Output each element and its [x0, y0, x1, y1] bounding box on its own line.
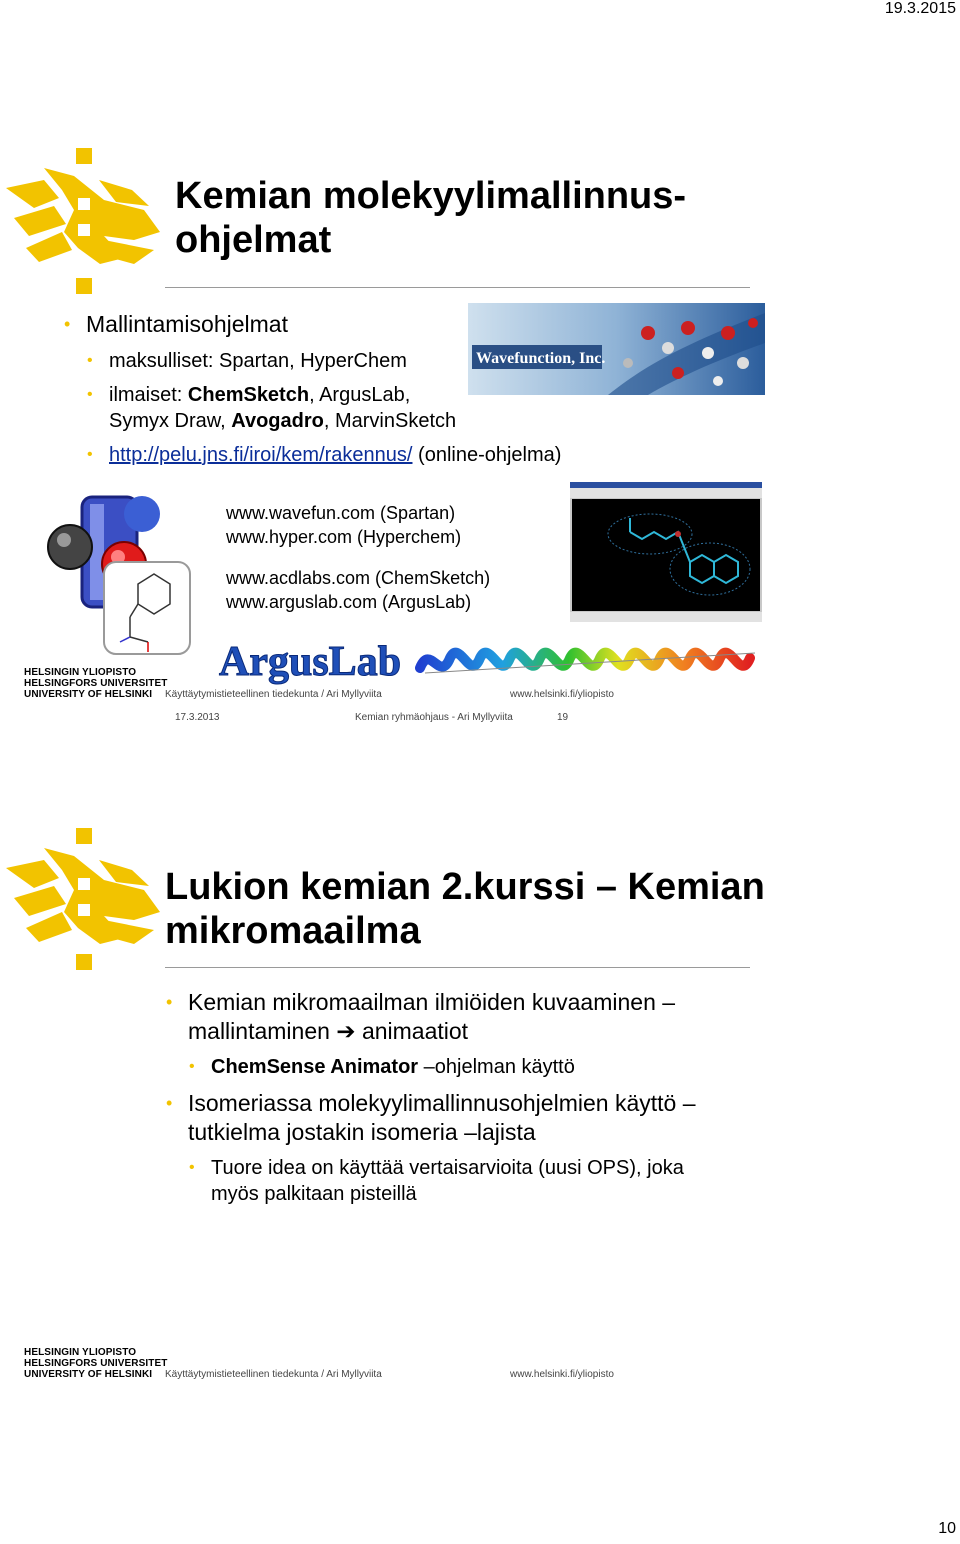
- slide-1-title: Kemian molekyylimallinnus-ohjelmat: [175, 175, 687, 262]
- page-number: 10: [938, 1520, 956, 1537]
- list-item: • ilmaiset: ChemSketch, ArgusLab, Symyx Draw, Avogadro, MarvinSketch: [109, 382, 561, 434]
- list-item: • http://pelu.jns.fi/iroi/kem/rakennus/ (online-ohjelma): [109, 442, 561, 468]
- footer-faculty: Käyttäytymistieteellinen tiedekunta / Ari Myllyviita: [165, 689, 382, 700]
- helsinki-flame-logo: [4, 140, 164, 300]
- molecule-model-icon: [42, 492, 192, 657]
- slide-2-title: Lukion kemian 2.kurssi – Kemian mikromaailma: [165, 866, 765, 953]
- helsinki-flame-logo: [4, 820, 164, 980]
- footer-faculty: Käyttäytymistieteellinen tiedekunta / Ari Myllyviita: [165, 1369, 382, 1380]
- rakennus-link[interactable]: http://pelu.jns.fi/iroi/kem/rakennus/: [109, 444, 413, 466]
- arguslab-banner-image: [215, 633, 770, 693]
- list-item: • Kemian mikromaailman ilmiöiden kuvaaminen – mallintaminen ➔ animaatiot: [188, 988, 675, 1046]
- slide-2: [0, 820, 960, 1390]
- arguslab-logo-text: ArgusLab: [219, 639, 402, 685]
- wavefunction-banner-image: [468, 303, 765, 395]
- reference-link[interactable]: www.hyper.com (Hyperchem): [226, 527, 462, 547]
- title-divider: [165, 287, 750, 288]
- footer-date: 17.3.2013: [175, 712, 220, 723]
- footer-slide-number: 19: [557, 712, 569, 723]
- title-divider: [165, 967, 750, 968]
- reference-link[interactable]: www.arguslab.com (ArgusLab): [226, 592, 472, 612]
- slide-1: [0, 140, 960, 730]
- reference-link[interactable]: www.wavefun.com (Spartan): [226, 503, 456, 523]
- footer-web[interactable]: www.helsinki.fi/yliopisto: [510, 689, 614, 700]
- slide-2-subbullets: [211, 1054, 575, 1080]
- header-date: 19.3.2015: [884, 0, 956, 17]
- footer-web[interactable]: www.helsinki.fi/yliopisto: [510, 1369, 614, 1380]
- hyperchem-screenshot-image: [570, 482, 762, 622]
- list-item: • Tuore idea on käyttää vertaisarvioita (uusi OPS), joka myös palkitaan pisteillä: [211, 1155, 684, 1207]
- slide-1-bullets: [86, 310, 288, 339]
- footer-course: Kemian ryhmäohjaus - Ari Myllyviita: [355, 712, 513, 723]
- university-logo: HELSINGIN YLIOPISTO HELSINGFORS UNIVERSITET UNIVERSITY OF HELSINKI: [24, 667, 168, 700]
- list-item: • Isomeriassa molekyylimallinnusohjelmien käyttö – tutkielma jostakin isomeria –lajista: [188, 1089, 695, 1147]
- reference-link[interactable]: www.acdlabs.com (ChemSketch): [226, 568, 491, 588]
- wavefunction-logo-text: Wavefunction, Inc.: [476, 350, 606, 367]
- slide-2-bullets: [188, 1089, 695, 1147]
- list-item: • maksulliset: Spartan, HyperChem: [109, 348, 561, 374]
- list-item: • Mallintamisohjelmat: [86, 310, 288, 339]
- list-item: • ChemSense Animator –ohjelman käyttö: [211, 1054, 575, 1080]
- slide-2-bullets: [188, 988, 675, 1046]
- university-logo: HELSINGIN YLIOPISTO HELSINGFORS UNIVERSITET UNIVERSITY OF HELSINKI: [24, 1347, 168, 1380]
- slide-2-subbullets: [211, 1155, 684, 1207]
